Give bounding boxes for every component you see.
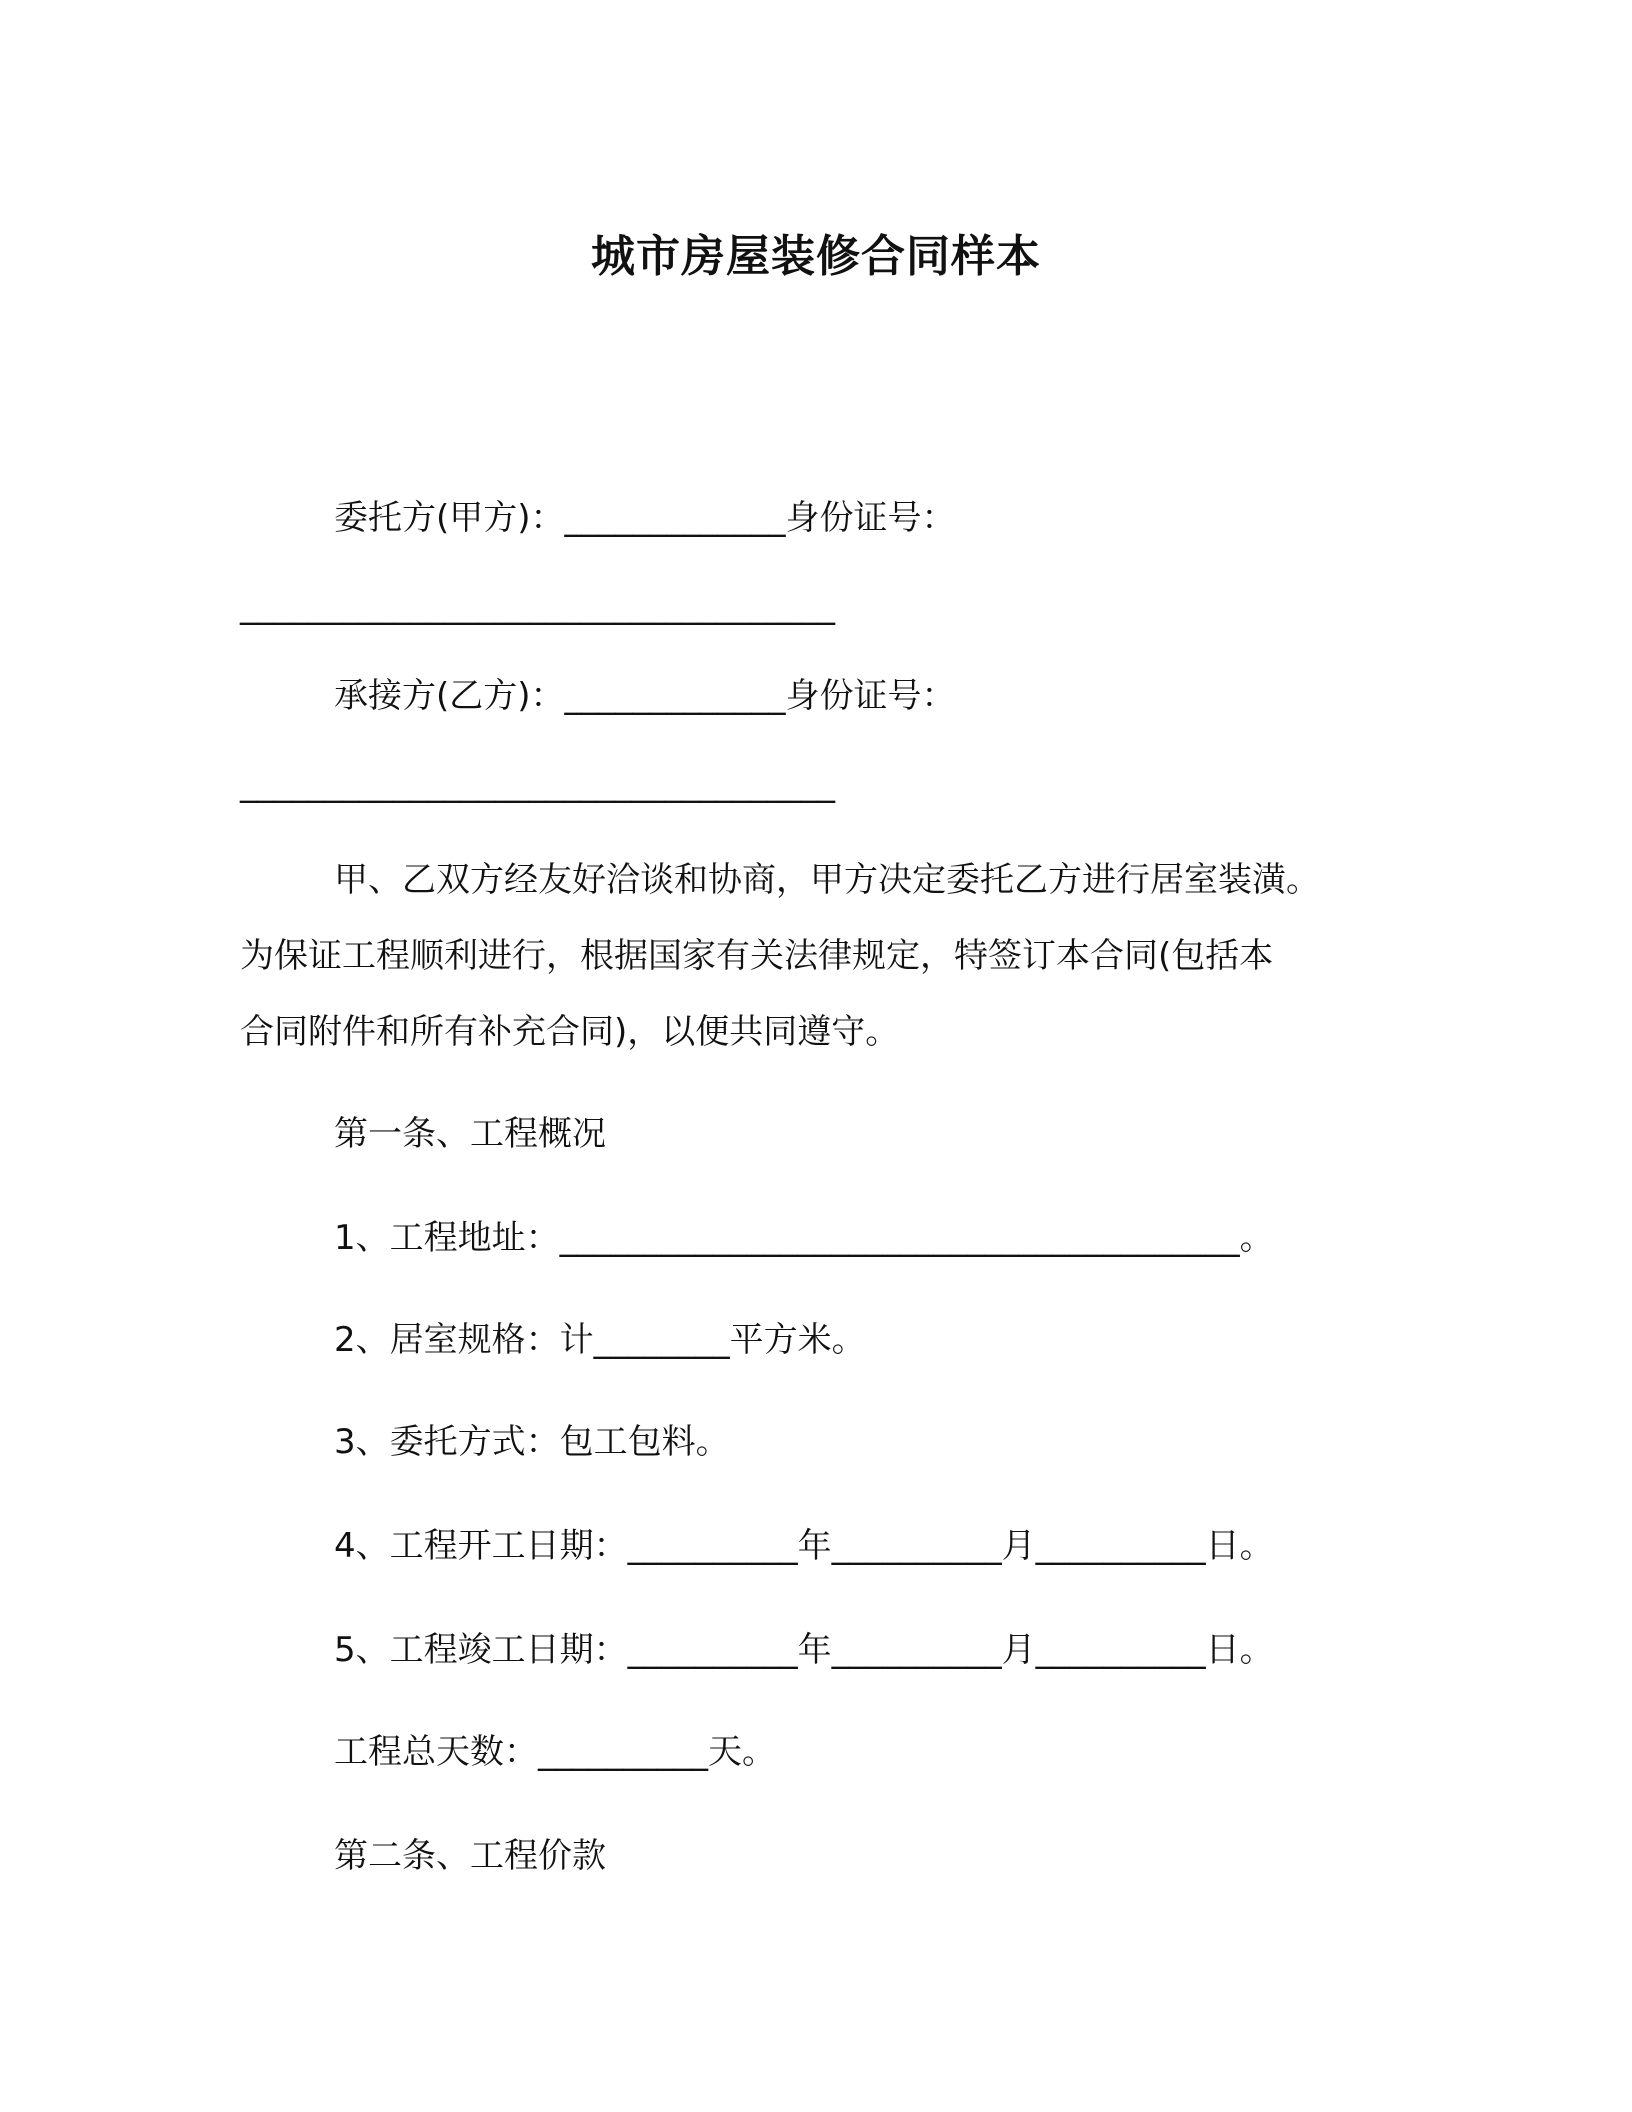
document-title: 城市房屋装修合同样本 <box>591 231 1041 282</box>
party-b-id-blank: ___________________________________ <box>240 764 835 804</box>
article1-item-end-date: 5、工程竣工日期：__________年__________月__________日。 <box>334 1630 1274 1670</box>
article1-heading: 第一条、工程概况 <box>334 1114 606 1154</box>
intro-line-3: 合同附件和所有补充合同)，以便共同遵守。 <box>240 1012 900 1052</box>
intro-line-2: 为保证工程顺利进行，根据国家有关法律规定，特签订本合同(包括本 <box>240 936 1274 976</box>
article1-item-method: 3、委托方式：包工包料。 <box>334 1422 730 1462</box>
article1-item-address: 1、工程地址：________________________________________。 <box>334 1218 1274 1258</box>
article1-total-days: 工程总天数：__________天。 <box>334 1732 776 1772</box>
party-b-line: 承接方(乙方)：_____________身份证号： <box>334 676 956 716</box>
article1-item-size: 2、居室规格：计________平方米。 <box>334 1320 866 1360</box>
intro-line-1: 甲、乙双方经友好洽谈和协商，甲方决定委托乙方进行居室装潢。 <box>334 860 1320 900</box>
article1-item-start-date: 4、工程开工日期：__________年__________月__________日。 <box>334 1526 1274 1566</box>
party-a-line: 委托方(甲方)：_____________身份证号： <box>334 498 956 538</box>
party-a-id-blank: ___________________________________ <box>240 586 835 626</box>
article2-heading: 第二条、工程价款 <box>334 1836 606 1876</box>
